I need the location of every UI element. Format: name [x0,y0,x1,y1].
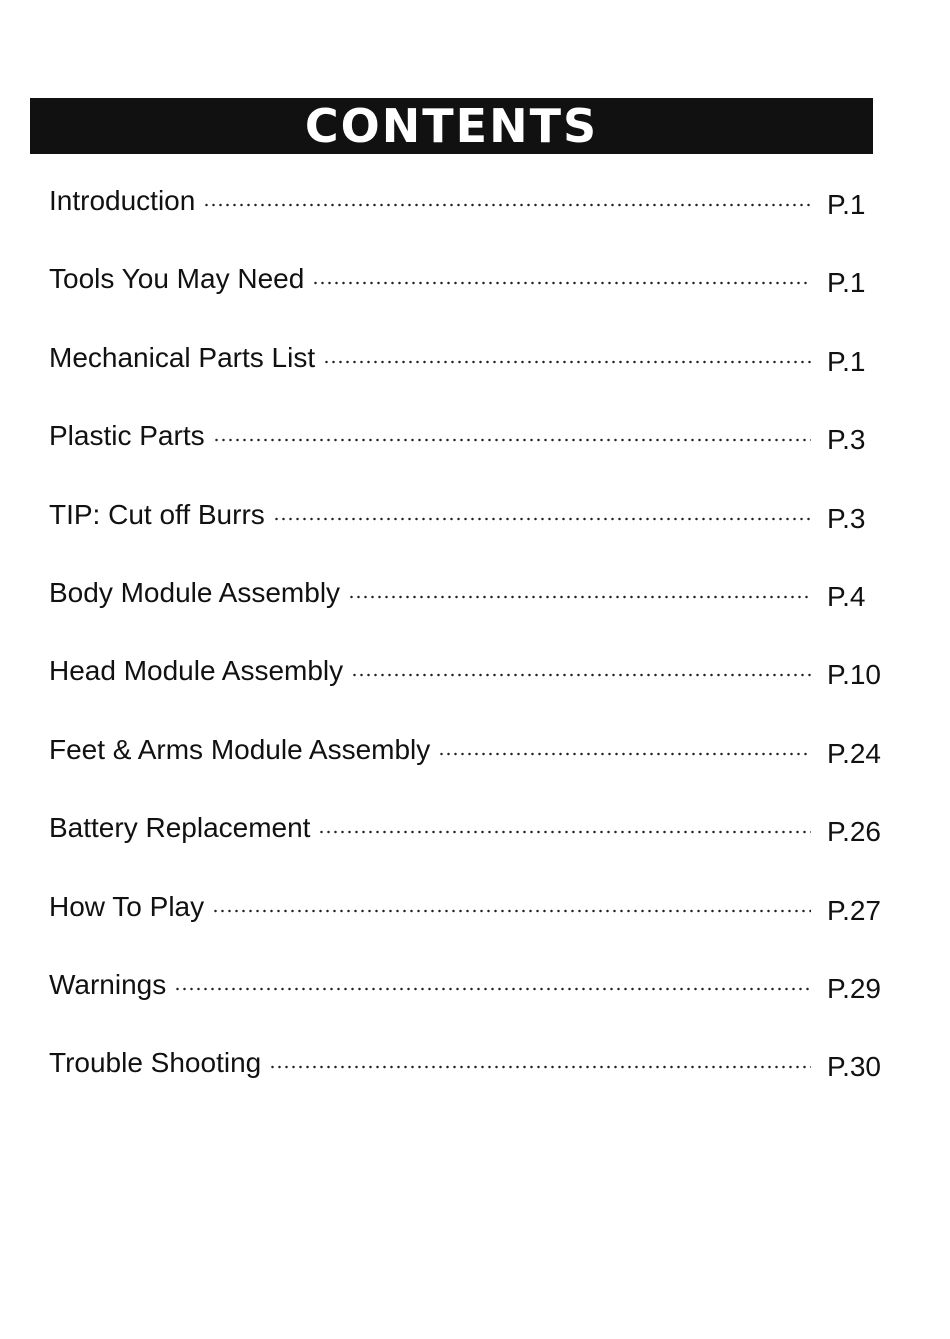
toc-entry-tip-burrs[interactable] [49,492,885,570]
toc-entry-label: Head Module Assembly [49,655,344,687]
toc-entry-label: Tools You May Need [49,263,305,295]
toc-entry-label: Body Module Assembly [49,576,341,608]
toc-entry-label: Battery Replacement [49,812,311,844]
dot-leader [212,884,811,914]
toc-entry-page: P.10 [827,659,881,691]
toc-entry-page: P.24 [827,737,881,769]
dot-leader [351,648,811,678]
toc-entry-label: How To Play [49,890,205,922]
toc-entry-label: Plastic Parts [49,420,205,452]
dot-leader [348,570,811,600]
toc-entry-label: Introduction [49,185,196,216]
dot-leader [438,727,811,757]
toc-entry-page: P.29 [827,972,881,1004]
toc-entry-body-module[interactable] [49,570,885,648]
toc-entry-head-module[interactable] [49,648,885,726]
toc-entry-feet-arms-module[interactable] [49,727,885,805]
dot-leader [203,178,811,208]
toc-entry-page: P.3 [827,424,866,456]
toc-entry-page: P.4 [827,580,866,612]
dot-leader [323,335,811,365]
toc-entry-page: P.1 [827,267,866,299]
toc-entry-page: P.30 [827,1051,881,1083]
page-title: CONTENTS [304,99,599,153]
toc-entry-label: Trouble Shooting [49,1047,262,1079]
toc-entry-page: P.26 [827,816,881,848]
toc-entry-trouble-shooting[interactable] [49,1040,885,1118]
toc-entry-page: P.1 [827,345,866,377]
dot-leader [174,962,811,992]
toc-entry-how-to-play[interactable] [49,884,885,962]
dot-leader [213,413,811,443]
contents-header-bar [30,98,873,154]
table-of-contents [49,178,885,1119]
toc-entry-label: Warnings [49,968,167,1000]
toc-entry-mechanical-parts[interactable] [49,335,885,413]
toc-entry-battery[interactable] [49,805,885,883]
toc-entry-page: P.1 [827,189,866,220]
toc-entry-tools[interactable] [49,256,885,334]
dot-leader [312,256,811,286]
dot-leader [318,805,811,835]
toc-entry-plastic-parts[interactable] [49,413,885,491]
toc-entry-label: Feet & Arms Module Assembly [49,733,431,765]
dot-leader [269,1040,811,1070]
toc-entry-label: TIP: Cut off Burrs [49,498,265,530]
toc-entry-introduction[interactable] [49,178,885,256]
toc-entry-warnings[interactable] [49,962,885,1040]
toc-entry-label: Mechanical Parts List [49,341,316,373]
dot-leader [273,492,811,522]
toc-entry-page: P.27 [827,894,881,926]
toc-entry-page: P.3 [827,502,866,534]
